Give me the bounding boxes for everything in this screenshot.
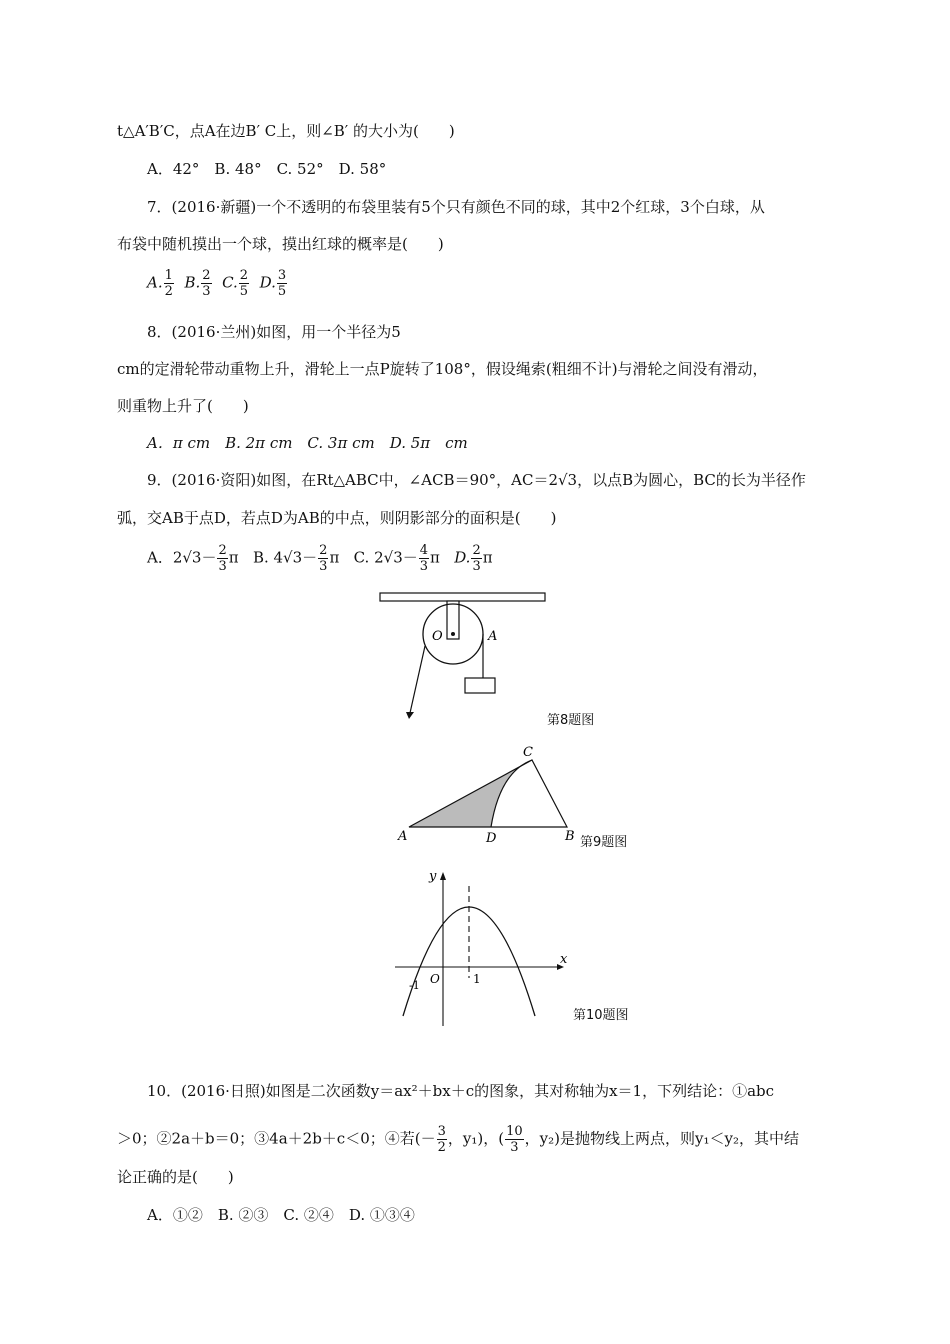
q9-frac-d-den: 3 (472, 559, 481, 574)
q9-frac-d-num: 2 (472, 543, 481, 558)
q10-stem-2a: ＞0；②2a＋b＝0；③4a＋2b＋c＜0；④若(－ (117, 1129, 436, 1148)
q7-opt-d-den: 5 (277, 284, 287, 299)
q9-stem-1: (2016·资阳)如图，在Rt△ABC中，∠ACB＝90°，AC＝2√3，以点B为圆心，BC的长为半径作 (171, 471, 806, 489)
q10-line1 (147, 1081, 774, 1101)
fig10-label-O: O (430, 972, 440, 986)
q7-options (147, 268, 288, 299)
q9-pi-b: π (329, 548, 340, 567)
fig8-ceiling (380, 593, 545, 601)
fig9-caption: 第9题图 (580, 835, 628, 850)
q7-opt-b-frac (201, 268, 211, 299)
q9-line1 (147, 470, 806, 490)
fig9-label-A: A (398, 829, 408, 844)
q8-options: A．π cm B. 2π cm C. 3π cm D. 5π cm (147, 434, 468, 452)
q7-opt-c-frac (239, 268, 249, 299)
q9-line2: 弧，交AB于点D，若点D为AB的中点，则阴影部分的面积是( ) (117, 509, 557, 527)
q7-number: 7． (147, 198, 172, 216)
q9-frac-c (419, 543, 429, 574)
q9-frac-b-den: 3 (319, 559, 328, 574)
q7-opt-b-den: 3 (202, 284, 211, 299)
q7-line1 (147, 197, 765, 217)
q10-frac-1 (437, 1124, 447, 1155)
q10-line2 (117, 1124, 799, 1155)
q10-frac-1-den: 2 (437, 1140, 446, 1155)
fig10-label-neg1: -1 (409, 979, 420, 992)
q9-pi-d: π (482, 548, 493, 567)
fig8-label-A: A (488, 629, 498, 644)
q9-frac-a (217, 543, 227, 574)
q9-opt-c: C. 2√3－ (353, 548, 418, 567)
fig10-caption: 第10题图 (573, 1008, 629, 1023)
q9-frac-c-num: 4 (419, 543, 429, 558)
fig8-label-O: O (432, 629, 443, 644)
q9-frac-a-den: 3 (218, 559, 227, 574)
fig9-label-B: B (565, 829, 575, 844)
q7-opt-c-label: C. (222, 273, 238, 292)
q10-frac-2-num: 10 (506, 1124, 523, 1139)
fig10-label-y: y (429, 869, 437, 884)
q7-opt-b-label: B. (184, 273, 201, 292)
q6-options: A．42° B. 48° C. 52° D. 58° (147, 160, 387, 178)
q9-number: 9． (147, 471, 172, 489)
q8-line3: 则重物上升了( ) (117, 397, 249, 415)
fig8-pulley-center (451, 632, 455, 636)
fig10-label-1: 1 (473, 972, 481, 986)
fig8-weight (465, 678, 495, 693)
q7-opt-d-label: D. (259, 273, 276, 292)
q7-opt-d-frac (277, 268, 287, 299)
q7-opt-c-num: 2 (239, 268, 249, 283)
q10-stem-1: (2016·日照)如图是二次函数y＝ax²＋bx＋c的图象，其对称轴为x＝1，下列结论：①abc (181, 1082, 775, 1100)
q10-frac-2 (505, 1124, 524, 1155)
q9-opt-d: D. (454, 548, 471, 567)
q8-line1 (147, 322, 401, 342)
figure-8-pulley (370, 588, 560, 723)
fig10-label-x: x (560, 952, 568, 967)
figure-10-parabola (385, 866, 575, 1041)
q7-opt-c-den: 5 (239, 284, 249, 299)
q10-stem-2b: ，y₁)，( (447, 1129, 505, 1148)
fig10-y-arrow (440, 872, 446, 880)
q9-opt-b: B. 4√3－ (252, 548, 318, 567)
q10-options: A．①② B. ②③ C. ②④ D. ①③④ (147, 1206, 415, 1224)
q7-opt-a-label: A. (147, 273, 163, 292)
q10-stem-2c: ，y₂)是抛物线上两点，则y₁＜y₂，其中结 (524, 1129, 799, 1148)
fig8-arrow-head (406, 712, 414, 719)
q9-opt-a: A．2√3－ (147, 548, 217, 567)
q8-stem-1: (2016·兰州)如图，用一个半径为5 (171, 323, 401, 341)
q9-frac-d (471, 543, 481, 574)
q9-frac-c-den: 3 (419, 559, 429, 574)
q8-number: 8． (147, 323, 172, 341)
fig9-label-C: C (523, 745, 533, 760)
fig9-label-D: D (486, 831, 497, 846)
q7-line2: 布袋中随机摸出一个球，摸出红球的概率是( ) (117, 235, 444, 253)
q7-opt-b-num: 2 (202, 268, 211, 283)
q9-frac-a-num: 2 (218, 543, 227, 558)
fig8-rope-left (410, 646, 425, 713)
q7-opt-a-frac (164, 268, 174, 299)
figure-9-triangle (395, 742, 580, 847)
fig8-caption: 第8题图 (547, 713, 595, 728)
q6-stem: t△A′B′C，点A在边B′ C上，则∠B′ 的大小为( ) (117, 122, 455, 140)
q9-frac-b (318, 543, 328, 574)
q9-pi-c: π (430, 548, 440, 567)
q10-frac-2-den: 3 (510, 1140, 519, 1155)
q8-line2: cm的定滑轮带动重物上升，滑轮上一点P旋转了108°，假设绳索(粗细不计)与滑轮之间没有滑动， (117, 360, 768, 378)
q9-pi-a: π (228, 548, 239, 567)
q7-opt-d-num: 3 (277, 268, 287, 283)
q7-stem-1: (2016·新疆)一个不透明的布袋里装有5个只有颜色不同的球，其中2个红球，3个白球，从 (171, 198, 765, 216)
q10-frac-1-num: 3 (437, 1124, 446, 1139)
q9-options (147, 543, 493, 574)
q7-opt-a-den: 2 (164, 284, 173, 299)
q10-line3: 论正确的是( ) (117, 1168, 234, 1186)
q10-number: 10． (147, 1082, 182, 1100)
q9-frac-b-num: 2 (319, 543, 328, 558)
q7-opt-a-num: 1 (164, 268, 173, 283)
